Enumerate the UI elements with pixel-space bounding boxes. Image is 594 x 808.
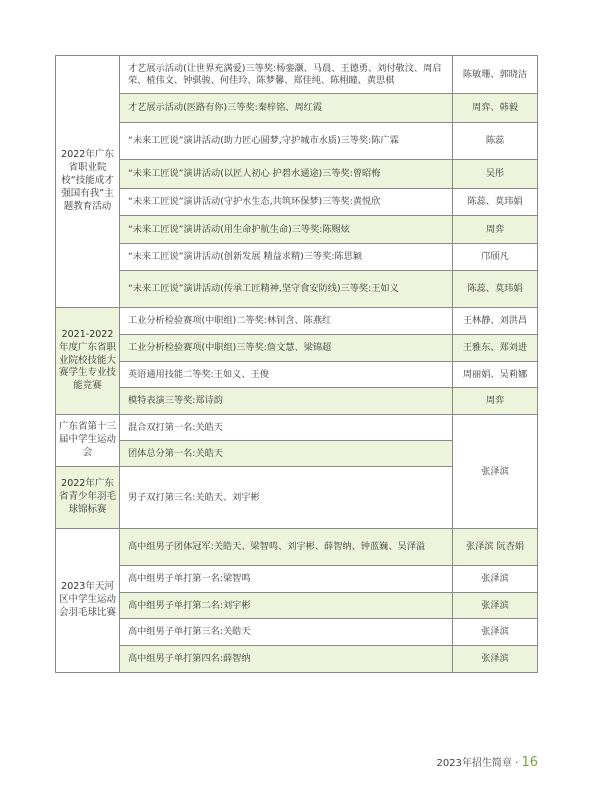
teacher-cell-merged: 张泽滨 (453, 415, 538, 529)
event-cell: 混合双打第一名:关皓天 (120, 415, 453, 441)
teacher-cell: 周弈、韩毅 (453, 94, 538, 123)
table-row (56, 56, 538, 94)
table-row (56, 123, 538, 160)
event-cell: “未来工匠说”演讲活动(用生命护航生命)三等奖:陈赐炫 (120, 216, 453, 244)
table-row (56, 415, 538, 441)
category-cell: 2022年广东省青少年羽毛球锦标赛 (56, 467, 120, 529)
table-row (56, 244, 538, 271)
table-row (56, 529, 538, 566)
table-row (56, 619, 538, 646)
event-cell: 才艺展示活动(让世界充满爱)三等奖:杨銮灏、马晨、王德勇、刘付敬汶、周启荣、植伟文、钟骐骏、何佳玲、陈梦馨、郑佳纯、陈栩瞳、黄思棋 (120, 56, 453, 94)
teacher-cell: 周弈 (453, 216, 538, 244)
table-row (56, 335, 538, 362)
event-cell: 工业分析检验赛项(中职组)三等奖:詹文慧、梁锦超 (120, 335, 453, 362)
table-row (56, 189, 538, 216)
table-row (56, 388, 538, 415)
table-row (56, 593, 538, 619)
teacher-cell: 王雅东、郑刘进 (453, 335, 538, 362)
event-cell: 英语通用技能二等奖:王如义、王俊 (120, 362, 453, 388)
event-cell: 才艺展示活动(医路有你)三等奖:秦梓铭、周红霞 (120, 94, 453, 123)
teacher-cell: 张泽滨 (453, 646, 538, 673)
table-row (56, 566, 538, 593)
table-row (56, 94, 538, 123)
teacher-cell: 邝颀凡 (453, 244, 538, 271)
footer-text: 2023年招生简章 · (436, 758, 522, 769)
table-row (56, 308, 538, 335)
category-cell: 广东省第十三届中学生运动会 (56, 415, 120, 467)
table-row (56, 216, 538, 244)
teacher-cell: 周弈 (453, 388, 538, 415)
table-row (56, 646, 538, 673)
teacher-cell: 周丽娟、吴莉娜 (453, 362, 538, 388)
awards-table (55, 55, 538, 673)
category-cell: 2023年天河区中学生运动会羽毛球比赛 (56, 529, 120, 673)
category-cell: 2022年广东省职业院校“技能成才强国有我”主题教育活动 (56, 56, 120, 308)
teacher-cell: 陈蕊 (453, 123, 538, 160)
teacher-cell: 王林静、刘洪昌 (453, 308, 538, 335)
event-cell: 高中组男子单打第三名:关皓天 (120, 619, 453, 646)
teacher-cell: 陈敏珊、郭晓洁 (453, 56, 538, 94)
category-cell: 2021-2022年度广东省职业院校技能大赛学生专业技能竞赛 (56, 308, 120, 415)
teacher-cell: 陈蕊、莫玮娟 (453, 271, 538, 308)
event-cell: “未来工匠说”演讲活动(以匠人初心 护碧水通途)三等奖:曾昭梅 (120, 160, 453, 189)
event-cell: “未来工匠说”演讲活动(助力匠心圆梦,守护城市水质)三等奖:陈广霖 (120, 123, 453, 160)
event-cell: 高中组男子单打第四名:薛智纳 (120, 646, 453, 673)
teacher-cell: 吴彤 (453, 160, 538, 189)
table-row (56, 362, 538, 388)
event-cell: 模特表演三等奖:郑诗韵 (120, 388, 453, 415)
teacher-cell: 张泽滨 (453, 566, 538, 593)
event-cell: “未来工匠说”演讲活动(传承工匠精神,坚守食安防线)三等奖:王如义 (120, 271, 453, 308)
table-row (56, 271, 538, 308)
event-cell: 男子双打第三名:关皓天、刘宇彬 (120, 467, 453, 529)
teacher-cell: 张泽滨 (453, 593, 538, 619)
event-cell: “未来工匠说”演讲活动(创新发展 精益求精)三等奖:陈思颖 (120, 244, 453, 271)
event-cell: 团体总分第一名:关皓天 (120, 441, 453, 467)
event-cell: 工业分析检验赛项(中职组)二等奖:林钊含、陈燕红 (120, 308, 453, 335)
event-cell: 高中组男子单打第一名:梁智鸣 (120, 566, 453, 593)
event-cell: “未来工匠说”演讲活动(守护水生态,共筑环保梦)三等奖:黄悦欣 (120, 189, 453, 216)
table-row (56, 160, 538, 189)
event-cell: 高中组男子团体冠军:关皓天、梁智鸣、刘宇彬、薛智纳、钟蓝巍、吴泽溢 (120, 529, 453, 566)
teacher-cell: 张泽滨 阮杏娟 (453, 529, 538, 566)
event-cell: 高中组男子单打第二名:刘宇彬 (120, 593, 453, 619)
page-footer (436, 754, 538, 770)
teacher-cell: 张泽滨 (453, 619, 538, 646)
page-number: 16 (521, 755, 538, 770)
teacher-cell: 陈蕊、莫玮娟 (453, 189, 538, 216)
